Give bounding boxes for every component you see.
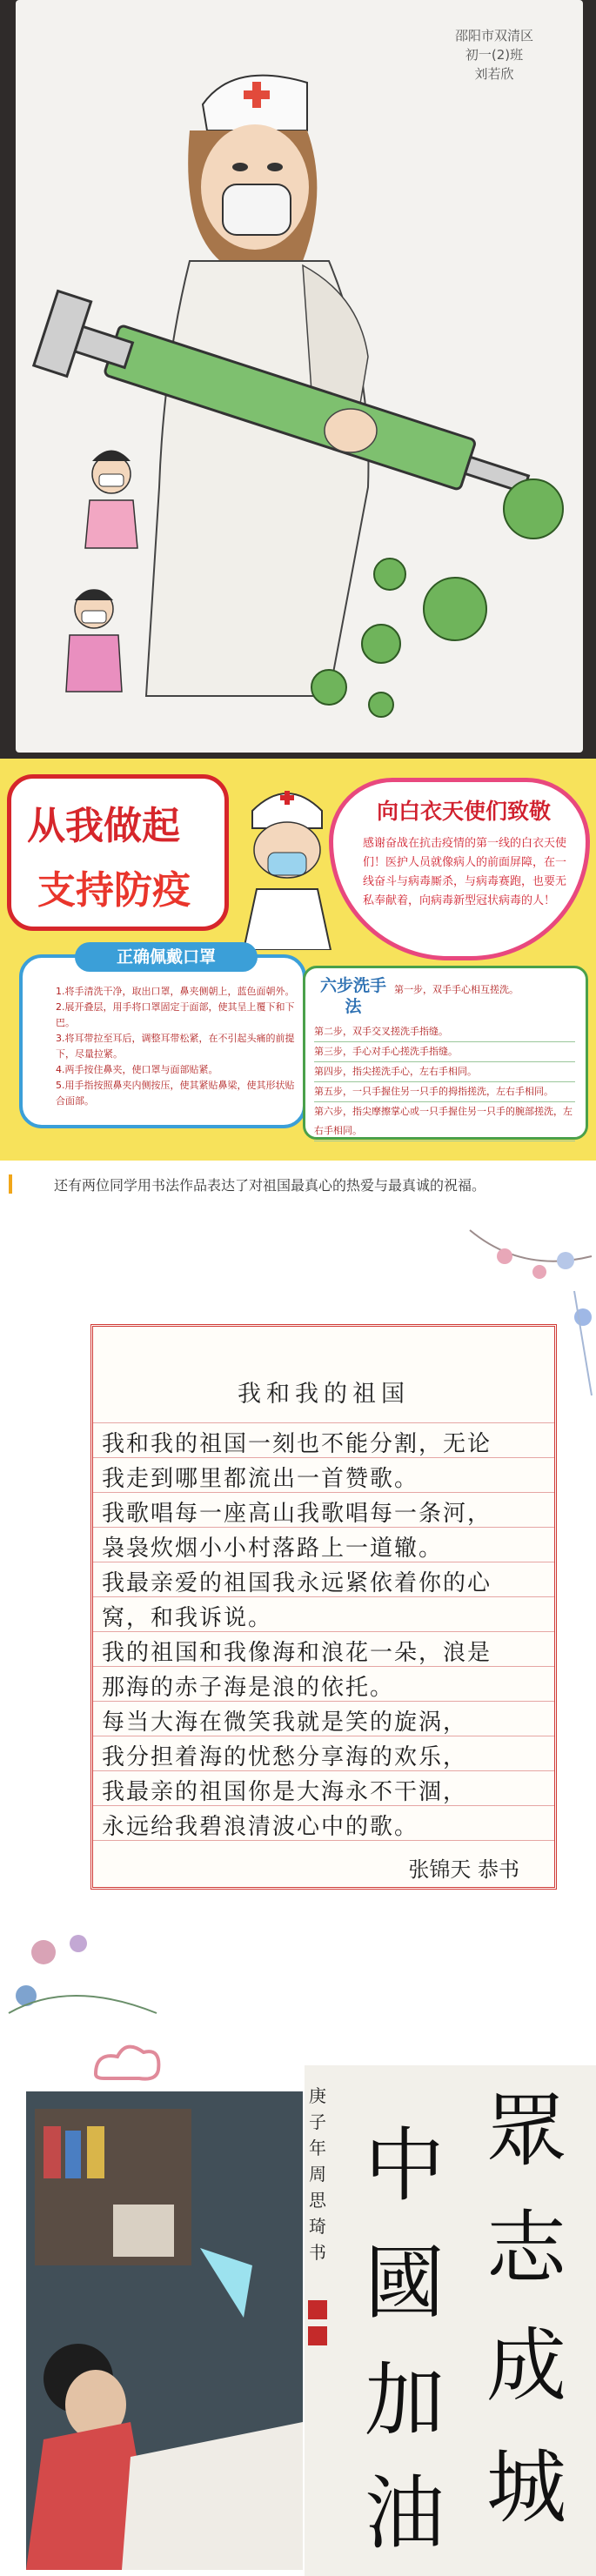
handwashing-box	[303, 966, 588, 1140]
hand-step: 第六步，指尖摩擦掌心或一只手握住另一只手的腕部搓洗，左右手相同。	[314, 1102, 575, 1141]
caption-accent-bar	[9, 1174, 12, 1194]
calligraphy-photo-panel	[0, 2039, 596, 2576]
mask-steps	[56, 984, 295, 1109]
scroll-char: 成	[486, 2319, 566, 2412]
poster-title-line1: 从我做起	[27, 804, 180, 848]
scroll-char: 中	[364, 2119, 445, 2212]
mask-instructions-box	[19, 947, 306, 1128]
hand-step: 第三步，手心对手心搓洗手指缝。	[314, 1042, 575, 1062]
drawing-paper	[16, 0, 583, 753]
essay-line: 每当大海在微笑我就是笑的旋涡，	[102, 1710, 468, 1736]
mask-step: 3.将耳带拉至耳后，调整耳带松紧，在不引起头痛的前提下，尽量拉紧。	[56, 1033, 295, 1060]
cloud-decoration-icon	[87, 2039, 165, 2087]
essay-line: 我的祖国和我像海和浪花一朵，浪是	[102, 1640, 492, 1666]
essay-signature: 张锦天 恭书	[408, 1857, 519, 1882]
caption-block	[0, 1161, 596, 1221]
flower-decoration-icon	[0, 1883, 174, 2039]
essay-line: 那海的赤子海是浪的依托。	[102, 1675, 395, 1701]
mask-step: 4.两手按住鼻夹，使口罩与面部贴紧。	[56, 1064, 218, 1075]
essay-sheet	[90, 1324, 557, 1890]
mask-title: 正确佩戴口罩	[75, 942, 258, 972]
doctor-illustration	[235, 776, 339, 950]
student-photo	[26, 2091, 303, 2570]
essay-line: 永远给我碧浪清波心中的歌。	[102, 1814, 419, 1840]
seal-stamp-icon	[308, 2300, 327, 2319]
caption-text: 还有两位同学用书法作品表达了对祖国最真心的热爱与最真诚的祝福。	[54, 1177, 486, 1194]
heart-body: 感谢奋战在抗击疫情的第一线的白衣天使们！医护人员就像病人的前面屏障，在一线奋斗与病毒厮杀，与病毒赛跑，也要无私奉献着，向病毒新型冠状病毒的人！	[363, 837, 567, 907]
essay-line: 窝，和我诉说。	[102, 1605, 273, 1631]
scroll-char: 油	[364, 2467, 445, 2560]
essay-line: 我分担着海的忧愁分享海的欢乐，	[102, 1744, 468, 1770]
essay-line: 我和我的祖国一刻也不能分割，无论	[102, 1431, 492, 1457]
student-writing-illustration	[26, 2091, 303, 2570]
hand-step: 第四步，指尖搓洗手心，左右手相同。	[314, 1062, 575, 1082]
scroll-char: 志	[486, 2202, 566, 2295]
essay-line: 我走到哪里都流出一首赞歌。	[102, 1466, 419, 1492]
student-name: 刘若欣	[474, 66, 514, 82]
mask-step: 5.用手指按照鼻夹内侧按压，使其紧贴鼻梁，使其形状贴合面部。	[56, 1080, 295, 1107]
mask-step: 2.展开叠层，用手将口罩固定于面部，使其呈上覆下和下巴。	[56, 1001, 295, 1028]
nurse-drawing-panel	[0, 0, 596, 759]
epidemic-poster-panel	[0, 759, 596, 1161]
essay-line: 我最亲的祖国你是大海永不干涸，	[102, 1779, 468, 1805]
class-name: 初一(2)班	[465, 47, 524, 63]
essay-line: 袅袅炊烟小小村落路上一道辙。	[102, 1536, 444, 1562]
nurse-illustration	[16, 0, 583, 753]
seal-stamp-icon	[308, 2326, 327, 2345]
scroll-char: 國	[364, 2237, 445, 2330]
poster-title-box	[7, 774, 229, 931]
handwashing-title: 六步洗手法	[319, 976, 386, 1016]
essay-line: 我最亲爱的祖国我永远紧依着你的心	[102, 1570, 492, 1596]
hand-step: 第二步，双手交叉搓洗手指缝。	[314, 1022, 575, 1042]
hand-step: 第五步，一只手握住另一只手的拇指搓洗，左右手相同。	[314, 1082, 575, 1102]
scroll-signature: 庚子年 周思琦书	[309, 2085, 326, 2263]
calligraphy-scroll	[305, 2065, 596, 2576]
school-label	[425, 26, 564, 84]
scroll-char: 眾	[486, 2084, 566, 2178]
hand-step: 第一步，双手手心相互搓洗。	[394, 984, 519, 995]
poster-title-line2: 支持防疫	[37, 868, 191, 913]
essay-line: 我歌唱每一座高山我歌唱每一条河，	[102, 1501, 492, 1527]
scroll-char: 加	[364, 2354, 445, 2447]
school-name: 邵阳市双清区	[454, 28, 533, 43]
mask-step: 1.将手清洗干净，取出口罩，鼻夹侧朝上，蓝色面朝外。	[56, 986, 295, 997]
calligraphy-essay-panel	[0, 1221, 596, 2039]
salute-heart-box	[329, 778, 590, 960]
heart-title: 向白衣天使们致敬	[376, 799, 551, 824]
scroll-char: 城	[486, 2441, 566, 2534]
essay-title: 我和我的祖国	[238, 1381, 410, 1408]
